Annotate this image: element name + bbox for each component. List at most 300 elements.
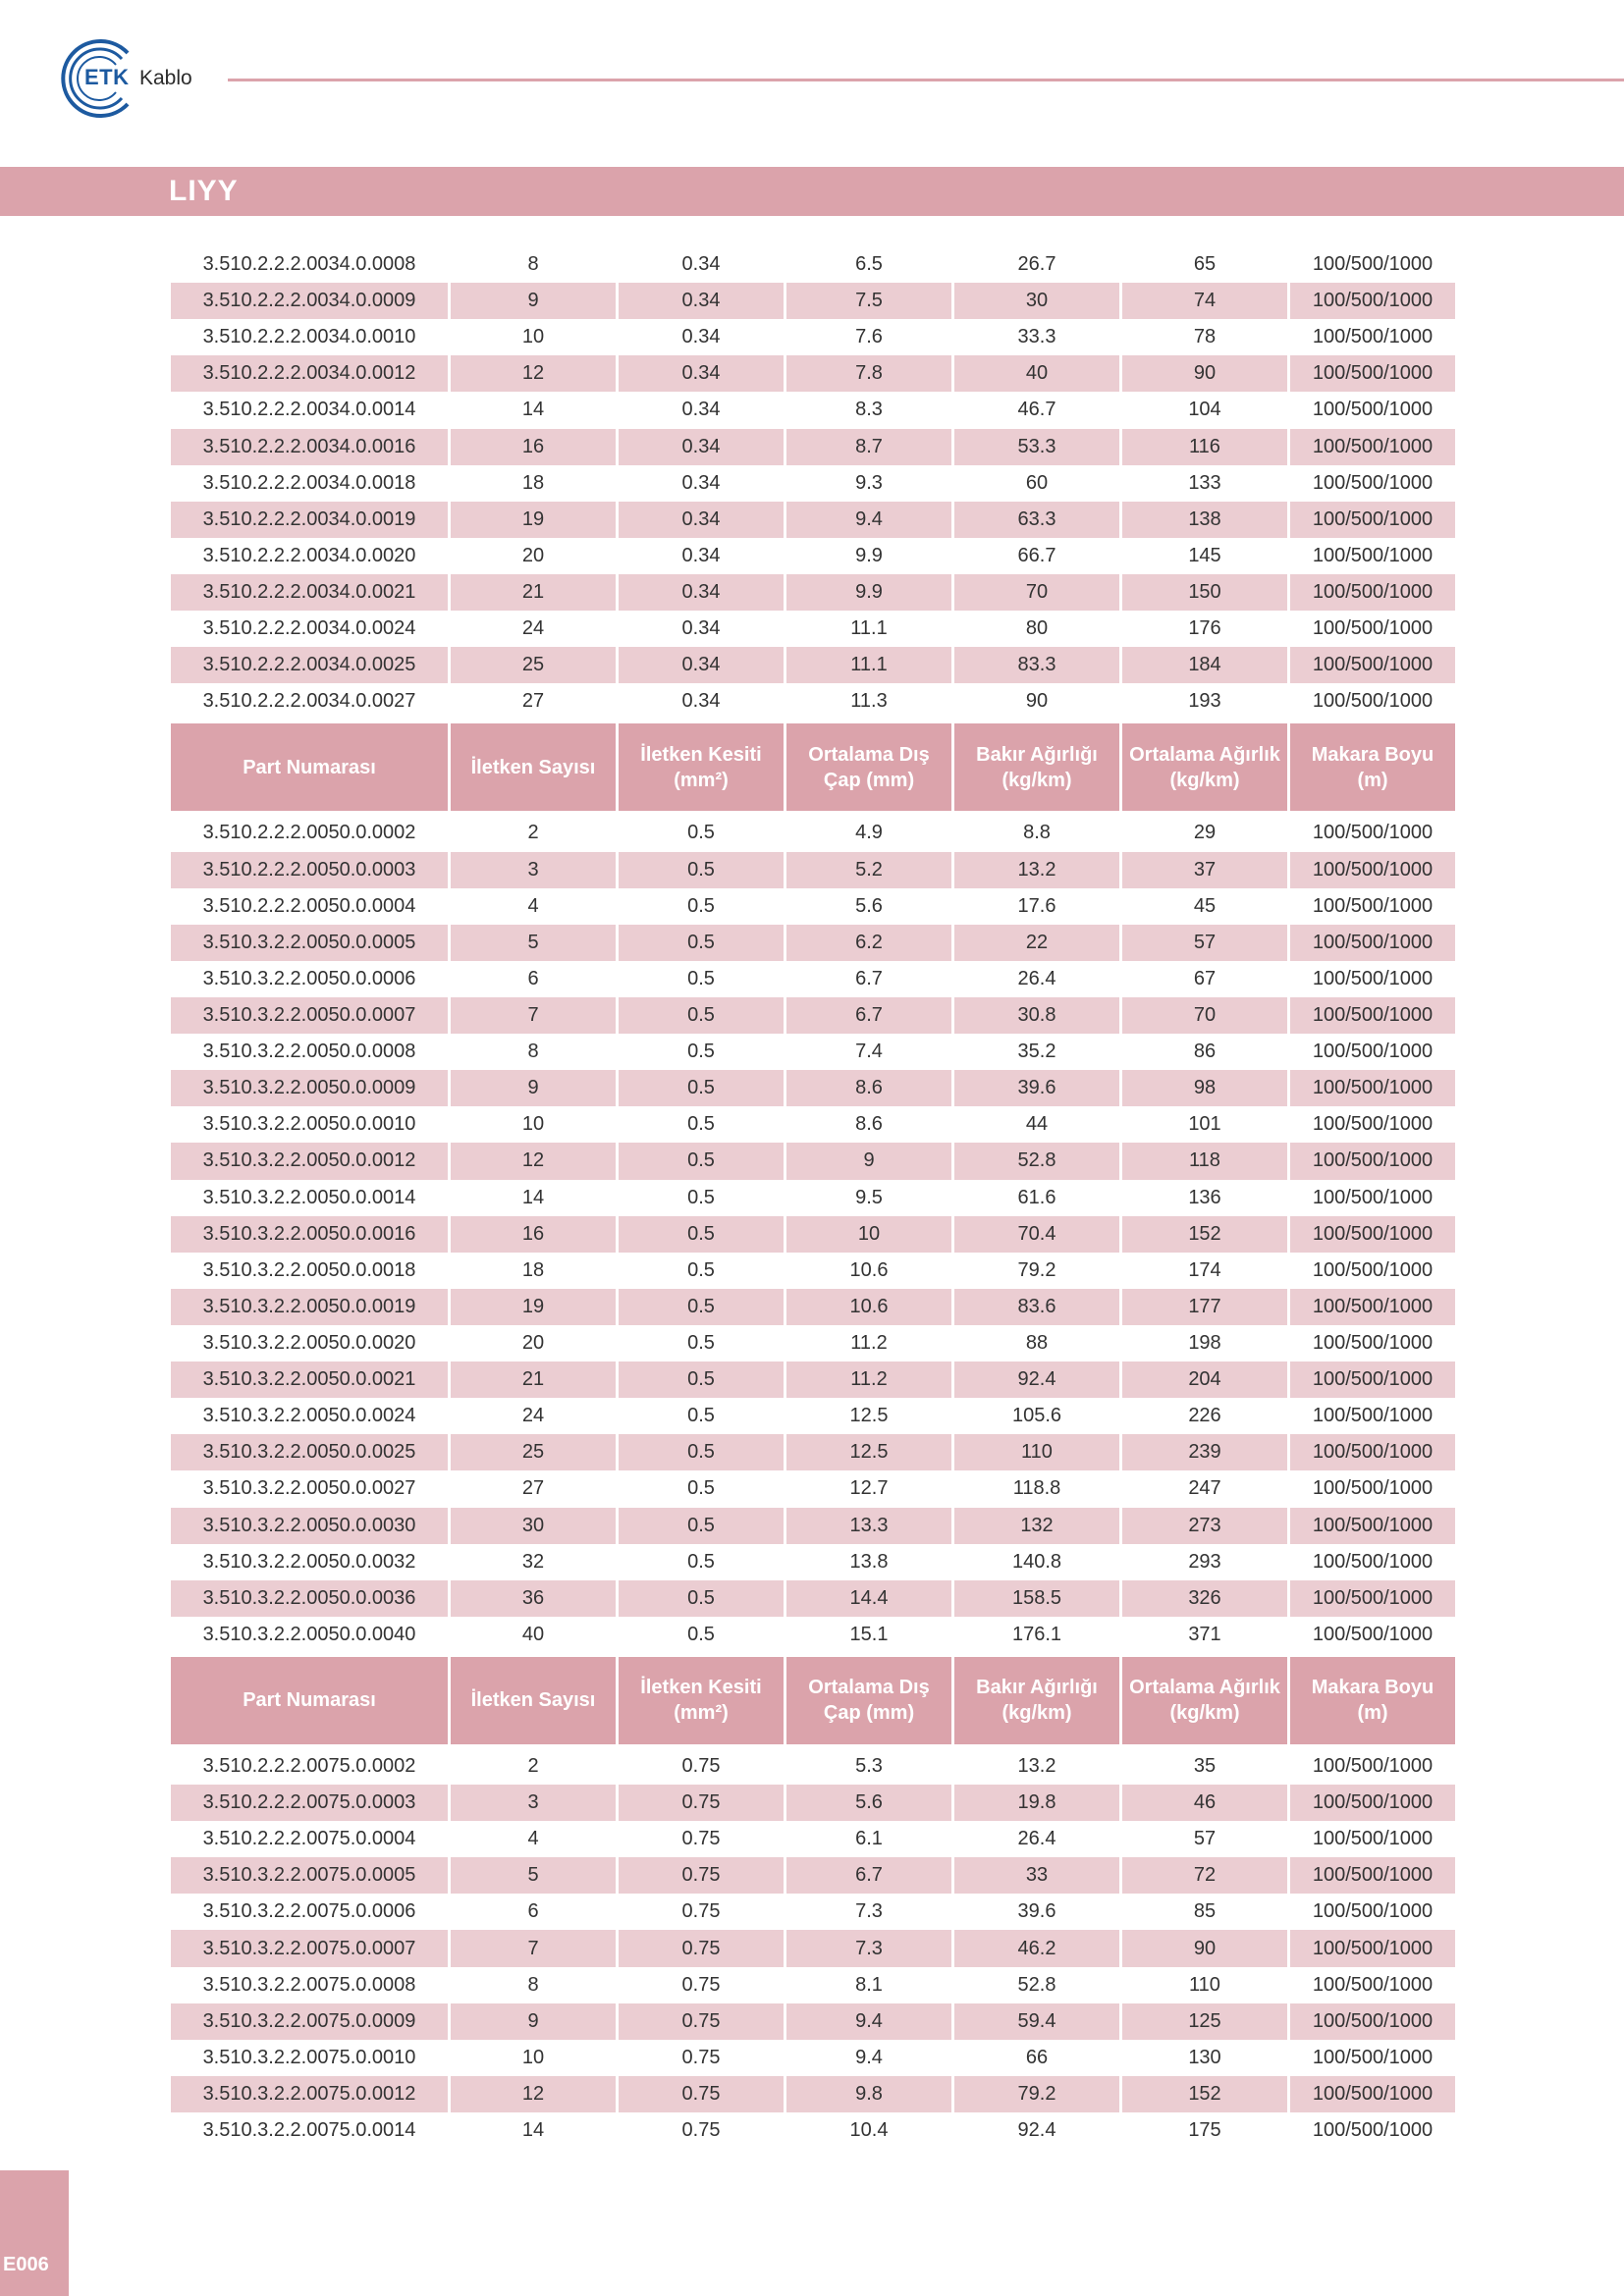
table-cell-copper: 30.8 bbox=[954, 997, 1119, 1034]
table-cell-section: 0.5 bbox=[619, 997, 784, 1034]
header-cell-reel: Makara Boyu (m) bbox=[1290, 1653, 1455, 1748]
table-cell-diameter: 9.4 bbox=[786, 502, 951, 538]
table-row bbox=[171, 1617, 1455, 1653]
table-cell-copper: 52.8 bbox=[954, 1143, 1119, 1179]
table-cell-count: 7 bbox=[451, 997, 616, 1034]
table-cell-part: 3.510.2.2.2.0034.0.0012 bbox=[171, 355, 448, 392]
table-row bbox=[171, 1894, 1455, 1930]
table-cell-section: 0.34 bbox=[681, 471, 721, 494]
table-cell-weight: 90 bbox=[1122, 1930, 1287, 1966]
table-cell-section: 0.34 bbox=[681, 326, 721, 348]
table-cell-part: 3.510.2.2.2.0034.0.0024 bbox=[202, 617, 416, 640]
table-cell-part: 3.510.2.2.2.0034.0.0008 bbox=[202, 253, 416, 276]
table-cell-copper: 79.2 bbox=[1017, 1258, 1056, 1281]
table-cell-reel: 100/500/1000 bbox=[1312, 1754, 1434, 1777]
table-row bbox=[171, 1398, 1455, 1434]
table-cell-reel: 100/500/1000 bbox=[1312, 253, 1434, 276]
cable-spec-table bbox=[168, 246, 1458, 2149]
table-cell-weight: 57 bbox=[1193, 1828, 1217, 1850]
table-cell-section: 0.75 bbox=[681, 1973, 721, 1996]
table-cell-diameter: 7.5 bbox=[786, 283, 951, 319]
table-cell-weight: 138 bbox=[1122, 502, 1287, 538]
table-cell-copper: 92.4 bbox=[954, 1362, 1119, 1398]
table-cell-count: 24 bbox=[521, 1405, 545, 1427]
table-cell-part: 3.510.3.2.2.0075.0.0012 bbox=[171, 2076, 448, 2112]
table-cell-part: 3.510.3.2.2.0050.0.0008 bbox=[202, 1041, 416, 1063]
table-row bbox=[171, 1930, 1455, 1966]
table-cell-copper: 33 bbox=[954, 1857, 1119, 1894]
table-cell-weight: 110 bbox=[1189, 1973, 1220, 1996]
table-row bbox=[171, 1253, 1455, 1289]
table-cell-copper: 158.5 bbox=[954, 1580, 1119, 1617]
table-cell-count: 6 bbox=[527, 1900, 539, 1923]
table-cell-count: 27 bbox=[521, 1477, 545, 1500]
table-cell-section: 0.5 bbox=[687, 1258, 715, 1281]
table-cell-copper: 33.3 bbox=[1017, 326, 1056, 348]
table-cell-copper: 13.2 bbox=[1017, 1754, 1056, 1777]
table-cell-part: 3.510.3.2.2.0050.0.0027 bbox=[202, 1477, 416, 1500]
table-cell-count: 5 bbox=[451, 1857, 616, 1894]
table-row bbox=[171, 2076, 1455, 2112]
table-cell-reel: 100/500/1000 bbox=[1312, 1477, 1434, 1500]
table-cell-reel: 100/500/1000 bbox=[1312, 1258, 1434, 1281]
table-cell-count: 19 bbox=[451, 502, 616, 538]
table-row bbox=[171, 355, 1455, 392]
table-cell-weight: 86 bbox=[1193, 1041, 1217, 1063]
table-cell-copper: 70.4 bbox=[954, 1216, 1119, 1253]
table-cell-count: 3 bbox=[451, 1785, 616, 1821]
table-row bbox=[171, 1544, 1455, 1580]
table-cell-diameter: 6.7 bbox=[855, 967, 883, 989]
table-cell-reel: 100/500/1000 bbox=[1290, 1785, 1455, 1821]
table-row bbox=[171, 852, 1455, 888]
table-cell-diameter: 13.8 bbox=[849, 1550, 889, 1573]
table-cell-part: 3.510.2.2.2.0034.0.0027 bbox=[202, 690, 416, 713]
table-cell-reel: 100/500/1000 bbox=[1290, 2003, 1455, 2040]
table-cell-part: 3.510.3.2.2.0050.0.0007 bbox=[171, 997, 448, 1034]
table-cell-section: 0.75 bbox=[619, 1930, 784, 1966]
table-cell-count: 4 bbox=[527, 1828, 539, 1850]
table-cell-weight: 37 bbox=[1122, 852, 1287, 888]
table-row bbox=[171, 611, 1455, 647]
table-row bbox=[171, 1362, 1455, 1398]
header-cell-section: İletken Kesiti (mm²) bbox=[619, 1653, 784, 1748]
table-cell-diameter: 5.6 bbox=[855, 894, 883, 917]
section-title-band bbox=[0, 167, 1624, 216]
table-cell-reel: 100/500/1000 bbox=[1290, 852, 1455, 888]
table-cell-reel: 100/500/1000 bbox=[1312, 690, 1434, 713]
table-cell-diameter: 6.7 bbox=[786, 997, 951, 1034]
table-cell-section: 0.5 bbox=[619, 925, 784, 961]
table-cell-reel: 100/500/1000 bbox=[1312, 326, 1434, 348]
table-cell-reel: 100/500/1000 bbox=[1290, 1289, 1455, 1325]
table-cell-reel: 100/500/1000 bbox=[1312, 1405, 1434, 1427]
table-cell-count: 9 bbox=[451, 1070, 616, 1106]
table-cell-copper: 176.1 bbox=[1011, 1623, 1062, 1645]
table-row bbox=[171, 961, 1455, 997]
table-cell-diameter: 8.3 bbox=[855, 399, 883, 421]
table-cell-part: 3.510.3.2.2.0050.0.0010 bbox=[202, 1113, 416, 1136]
table-cell-diameter: 11.1 bbox=[786, 647, 951, 683]
table-cell-weight: 176 bbox=[1188, 617, 1221, 640]
table-cell-reel: 100/500/1000 bbox=[1312, 1041, 1434, 1063]
table-cell-weight: 67 bbox=[1193, 967, 1217, 989]
table-cell-section: 0.34 bbox=[681, 617, 721, 640]
table-cell-count: 14 bbox=[521, 399, 545, 421]
table-cell-reel: 100/500/1000 bbox=[1312, 1900, 1434, 1923]
table-cell-diameter: 11.2 bbox=[786, 1362, 951, 1398]
table-cell-part: 3.510.2.2.2.0034.0.0016 bbox=[171, 429, 448, 465]
table-row bbox=[171, 1821, 1455, 1857]
table-cell-diameter: 5.6 bbox=[786, 1785, 951, 1821]
table-row bbox=[171, 888, 1455, 925]
table-cell-count: 24 bbox=[521, 617, 545, 640]
table-row bbox=[171, 1325, 1455, 1362]
table-cell-section: 0.34 bbox=[681, 253, 721, 276]
table-row bbox=[171, 1857, 1455, 1894]
table-cell-count: 25 bbox=[451, 1434, 616, 1470]
table-cell-part: 3.510.3.2.2.0075.0.0009 bbox=[171, 2003, 448, 2040]
table-cell-reel: 100/500/1000 bbox=[1290, 502, 1455, 538]
table-cell-part: 3.510.3.2.2.0075.0.0006 bbox=[202, 1900, 416, 1923]
table-cell-diameter: 6.7 bbox=[786, 1857, 951, 1894]
table-row bbox=[171, 392, 1455, 428]
table-cell-copper: 46.7 bbox=[1017, 399, 1056, 421]
table-cell-diameter: 8.1 bbox=[855, 1973, 883, 1996]
table-cell-count: 18 bbox=[521, 471, 545, 494]
table-cell-reel: 100/500/1000 bbox=[1312, 967, 1434, 989]
table-cell-reel: 100/500/1000 bbox=[1312, 1828, 1434, 1850]
table-cell-count: 10 bbox=[521, 1113, 545, 1136]
table-cell-count: 16 bbox=[451, 429, 616, 465]
header-cell-reel: Makara Boyu (m) bbox=[1290, 720, 1455, 815]
table-cell-copper: 26.4 bbox=[1017, 967, 1056, 989]
table-row bbox=[171, 683, 1455, 720]
table-cell-section: 0.5 bbox=[687, 1477, 715, 1500]
table-cell-reel: 100/500/1000 bbox=[1312, 2046, 1434, 2068]
table-row bbox=[171, 465, 1455, 502]
table-cell-weight: 74 bbox=[1122, 283, 1287, 319]
table-cell-copper: 44 bbox=[1025, 1113, 1049, 1136]
table-cell-copper: 105.6 bbox=[1011, 1405, 1062, 1427]
table-row bbox=[171, 1034, 1455, 1070]
table-cell-part: 3.510.2.2.2.0034.0.0025 bbox=[171, 647, 448, 683]
table-cell-reel: 100/500/1000 bbox=[1290, 1362, 1455, 1398]
table-row bbox=[171, 647, 1455, 683]
table-cell-weight: 136 bbox=[1188, 1186, 1221, 1208]
table-cell-copper: 140.8 bbox=[1011, 1550, 1062, 1573]
table-cell-count: 14 bbox=[521, 1186, 545, 1208]
table-row bbox=[171, 574, 1455, 611]
table-cell-part: 3.510.2.2.2.0034.0.0021 bbox=[171, 574, 448, 611]
table-cell-reel: 100/500/1000 bbox=[1312, 894, 1434, 917]
table-cell-copper: 66 bbox=[1025, 2046, 1049, 2068]
table-cell-weight: 78 bbox=[1193, 326, 1217, 348]
table-cell-weight: 57 bbox=[1122, 925, 1287, 961]
table-cell-diameter: 7.4 bbox=[855, 1041, 883, 1063]
table-cell-weight: 35 bbox=[1193, 1754, 1217, 1777]
table-cell-count: 19 bbox=[451, 1289, 616, 1325]
table-cell-section: 0.5 bbox=[619, 1070, 784, 1106]
table-cell-diameter: 7.3 bbox=[786, 1930, 951, 1966]
table-cell-part: 3.510.3.2.2.0050.0.0016 bbox=[171, 1216, 448, 1253]
table-cell-weight: 184 bbox=[1122, 647, 1287, 683]
table-cell-diameter: 13.3 bbox=[786, 1508, 951, 1544]
table-cell-count: 4 bbox=[527, 894, 539, 917]
table-cell-section: 0.5 bbox=[619, 852, 784, 888]
table-cell-weight: 133 bbox=[1188, 471, 1221, 494]
table-cell-weight: 125 bbox=[1122, 2003, 1287, 2040]
table-cell-count: 12 bbox=[451, 355, 616, 392]
table-cell-part: 3.510.2.2.2.0075.0.0003 bbox=[171, 1785, 448, 1821]
table-cell-count: 2 bbox=[527, 1754, 539, 1777]
table-cell-copper: 66.7 bbox=[1017, 544, 1056, 566]
table-cell-section: 0.34 bbox=[619, 574, 784, 611]
table-cell-section: 0.5 bbox=[687, 1041, 715, 1063]
table-cell-weight: 371 bbox=[1188, 1623, 1221, 1645]
table-cell-section: 0.5 bbox=[619, 1362, 784, 1398]
table-cell-copper: 92.4 bbox=[1017, 2119, 1056, 2142]
table-cell-reel: 100/500/1000 bbox=[1290, 925, 1455, 961]
table-cell-reel: 100/500/1000 bbox=[1312, 471, 1434, 494]
table-cell-section: 0.5 bbox=[619, 1434, 784, 1470]
table-cell-copper: 52.8 bbox=[1017, 1973, 1056, 1996]
table-header-row bbox=[171, 720, 1455, 815]
table-row bbox=[171, 429, 1455, 465]
table-cell-weight: 46 bbox=[1122, 1785, 1287, 1821]
header-cell-count: İletken Sayısı bbox=[451, 720, 616, 815]
table-cell-part: 3.510.3.2.2.0050.0.0020 bbox=[202, 1332, 416, 1354]
header-cell-diameter: Ortalama Dış Çap (mm) bbox=[786, 1653, 951, 1748]
table-cell-part: 3.510.2.2.2.0050.0.0004 bbox=[202, 894, 416, 917]
table-cell-copper: 22 bbox=[954, 925, 1119, 961]
table-cell-reel: 100/500/1000 bbox=[1312, 617, 1434, 640]
table-cell-weight: 326 bbox=[1122, 1580, 1287, 1617]
table-cell-section: 0.5 bbox=[687, 1113, 715, 1136]
table-cell-part: 3.510.3.2.2.0075.0.0014 bbox=[202, 2119, 416, 2142]
table-cell-diameter: 5.3 bbox=[855, 1754, 883, 1777]
table-cell-weight: 65 bbox=[1193, 253, 1217, 276]
table-cell-count: 25 bbox=[451, 647, 616, 683]
table-cell-part: 3.510.3.2.2.0050.0.0030 bbox=[171, 1508, 448, 1544]
table-row bbox=[171, 925, 1455, 961]
table-cell-section: 0.5 bbox=[687, 1550, 715, 1573]
table-row bbox=[171, 1106, 1455, 1143]
table-cell-weight: 101 bbox=[1188, 1113, 1221, 1136]
table-cell-copper: 39.6 bbox=[1017, 1900, 1056, 1923]
table-cell-copper: 53.3 bbox=[954, 429, 1119, 465]
table-cell-reel: 100/500/1000 bbox=[1290, 283, 1455, 319]
table-cell-diameter: 9.3 bbox=[855, 471, 883, 494]
table-cell-count: 21 bbox=[451, 574, 616, 611]
table-cell-copper: 39.6 bbox=[954, 1070, 1119, 1106]
table-cell-count: 5 bbox=[451, 925, 616, 961]
table-cell-weight: 150 bbox=[1122, 574, 1287, 611]
table-cell-diameter: 9.4 bbox=[855, 2046, 883, 2068]
table-cell-section: 0.75 bbox=[681, 1900, 721, 1923]
table-cell-count: 27 bbox=[521, 690, 545, 713]
table-cell-diameter: 11.1 bbox=[850, 617, 888, 640]
table-cell-diameter: 5.2 bbox=[786, 852, 951, 888]
table-cell-section: 0.34 bbox=[681, 399, 721, 421]
table-cell-part: 3.510.3.2.2.0050.0.0025 bbox=[171, 1434, 448, 1470]
table-cell-reel: 100/500/1000 bbox=[1312, 1332, 1434, 1354]
header-cell-part: Part Numarası bbox=[171, 720, 448, 815]
table-cell-diameter: 6.5 bbox=[855, 253, 883, 276]
table-cell-count: 36 bbox=[451, 1580, 616, 1617]
table-cell-part: 3.510.2.2.2.0034.0.0010 bbox=[202, 326, 416, 348]
table-cell-diameter: 14.4 bbox=[786, 1580, 951, 1617]
table-cell-section: 0.75 bbox=[681, 1828, 721, 1850]
table-cell-reel: 100/500/1000 bbox=[1312, 1550, 1434, 1573]
company-logo bbox=[51, 35, 208, 124]
table-row bbox=[171, 1470, 1455, 1507]
table-cell-count: 20 bbox=[521, 1332, 545, 1354]
table-cell-diameter: 6.2 bbox=[786, 925, 951, 961]
table-cell-reel: 100/500/1000 bbox=[1290, 429, 1455, 465]
table-cell-weight: 118 bbox=[1122, 1143, 1287, 1179]
table-cell-count: 8 bbox=[527, 253, 539, 276]
table-cell-section: 0.34 bbox=[619, 429, 784, 465]
table-cell-part: 3.510.2.2.2.0034.0.0020 bbox=[202, 544, 416, 566]
table-cell-reel: 100/500/1000 bbox=[1290, 2076, 1455, 2112]
table-cell-diameter: 10.4 bbox=[849, 2119, 889, 2142]
table-cell-section: 0.34 bbox=[619, 502, 784, 538]
table-cell-section: 0.5 bbox=[619, 1216, 784, 1253]
table-cell-reel: 100/500/1000 bbox=[1312, 2119, 1434, 2142]
table-cell-copper: 110 bbox=[954, 1434, 1119, 1470]
table-cell-count: 16 bbox=[451, 1216, 616, 1253]
table-cell-diameter: 9.4 bbox=[786, 2003, 951, 2040]
table-cell-diameter: 9.5 bbox=[855, 1186, 883, 1208]
table-cell-diameter: 12.5 bbox=[849, 1405, 889, 1427]
table-row bbox=[171, 1434, 1455, 1470]
table-cell-reel: 100/500/1000 bbox=[1290, 1070, 1455, 1106]
header-cell-section: İletken Kesiti (mm²) bbox=[619, 720, 784, 815]
table-cell-part: 3.510.3.2.2.0075.0.0010 bbox=[202, 2046, 416, 2068]
table-cell-section: 0.75 bbox=[619, 1785, 784, 1821]
table-cell-copper: 83.6 bbox=[954, 1289, 1119, 1325]
logo-brand-primary: ETK bbox=[84, 65, 130, 89]
table-row bbox=[171, 246, 1455, 283]
header-cell-copper: Bakır Ağırlığı (kg/km) bbox=[954, 1653, 1119, 1748]
table-cell-section: 0.5 bbox=[619, 1508, 784, 1544]
table-cell-diameter: 7.3 bbox=[855, 1900, 883, 1923]
table-cell-section: 0.5 bbox=[619, 1580, 784, 1617]
table-cell-reel: 100/500/1000 bbox=[1312, 544, 1434, 566]
table-cell-reel: 100/500/1000 bbox=[1290, 997, 1455, 1034]
table-cell-count: 20 bbox=[521, 544, 545, 566]
table-cell-part: 3.510.2.2.2.0075.0.0002 bbox=[202, 1754, 416, 1777]
table-cell-reel: 100/500/1000 bbox=[1290, 647, 1455, 683]
table-cell-section: 0.75 bbox=[681, 2046, 721, 2068]
table-cell-weight: 204 bbox=[1122, 1362, 1287, 1398]
table-cell-copper: 59.4 bbox=[954, 2003, 1119, 2040]
table-cell-copper: 61.6 bbox=[1017, 1186, 1056, 1208]
table-cell-reel: 100/500/1000 bbox=[1290, 1216, 1455, 1253]
table-cell-reel: 100/500/1000 bbox=[1290, 574, 1455, 611]
table-cell-section: 0.5 bbox=[687, 967, 715, 989]
table-cell-section: 0.34 bbox=[619, 647, 784, 683]
table-cell-section: 0.5 bbox=[687, 1186, 715, 1208]
table-cell-diameter: 4.9 bbox=[855, 822, 883, 844]
table-cell-weight: 152 bbox=[1122, 2076, 1287, 2112]
table-cell-count: 30 bbox=[451, 1508, 616, 1544]
table-cell-copper: 26.7 bbox=[1017, 253, 1056, 276]
table-cell-weight: 273 bbox=[1122, 1508, 1287, 1544]
table-cell-reel: 100/500/1000 bbox=[1312, 1113, 1434, 1136]
table-cell-reel: 100/500/1000 bbox=[1290, 1434, 1455, 1470]
table-cell-reel: 100/500/1000 bbox=[1290, 1508, 1455, 1544]
table-cell-part: 3.510.2.2.2.0075.0.0004 bbox=[202, 1828, 416, 1850]
table-row bbox=[171, 1508, 1455, 1544]
table-cell-diameter: 9.9 bbox=[855, 544, 883, 566]
table-row bbox=[171, 502, 1455, 538]
table-cell-section: 0.75 bbox=[619, 1857, 784, 1894]
table-cell-weight: 98 bbox=[1122, 1070, 1287, 1106]
table-cell-reel: 100/500/1000 bbox=[1290, 1580, 1455, 1617]
table-cell-copper: 80 bbox=[1025, 617, 1049, 640]
table-cell-copper: 40 bbox=[954, 355, 1119, 392]
table-cell-count: 8 bbox=[527, 1973, 539, 1996]
table-cell-part: 3.510.3.2.2.0050.0.0036 bbox=[171, 1580, 448, 1617]
table-cell-part: 3.510.2.2.2.0034.0.0018 bbox=[202, 471, 416, 494]
table-cell-reel: 100/500/1000 bbox=[1312, 399, 1434, 421]
table-cell-part: 3.510.3.2.2.0075.0.0007 bbox=[171, 1930, 448, 1966]
table-cell-diameter: 10.6 bbox=[786, 1289, 951, 1325]
table-cell-section: 0.34 bbox=[619, 283, 784, 319]
table-cell-count: 12 bbox=[451, 2076, 616, 2112]
table-row bbox=[171, 1580, 1455, 1617]
table-cell-copper: 83.3 bbox=[954, 647, 1119, 683]
table-cell-diameter: 9.9 bbox=[786, 574, 951, 611]
header-rule bbox=[228, 79, 1624, 81]
table-cell-copper: 13.2 bbox=[954, 852, 1119, 888]
table-cell-copper: 30 bbox=[954, 283, 1119, 319]
table-cell-count: 8 bbox=[527, 1041, 539, 1063]
table-cell-section: 0.34 bbox=[681, 690, 721, 713]
header-cell-weight: Ortalama Ağırlık (kg/km) bbox=[1122, 720, 1287, 815]
header-cell-count: İletken Sayısı bbox=[451, 1653, 616, 1748]
table-cell-diameter: 9 bbox=[786, 1143, 951, 1179]
table-cell-section: 0.75 bbox=[619, 2003, 784, 2040]
table-cell-diameter: 6.1 bbox=[855, 1828, 883, 1850]
table-cell-part: 3.510.2.2.2.0050.0.0002 bbox=[202, 822, 416, 844]
table-cell-part: 3.510.3.2.2.0050.0.0040 bbox=[202, 1623, 416, 1645]
table-cell-weight: 72 bbox=[1122, 1857, 1287, 1894]
table-cell-count: 21 bbox=[451, 1362, 616, 1398]
table-cell-copper: 46.2 bbox=[954, 1930, 1119, 1966]
table-cell-reel: 100/500/1000 bbox=[1290, 1930, 1455, 1966]
table-cell-weight: 90 bbox=[1122, 355, 1287, 392]
table-cell-diameter: 8.6 bbox=[786, 1070, 951, 1106]
table-cell-count: 3 bbox=[451, 852, 616, 888]
table-row bbox=[171, 2112, 1455, 2149]
table-cell-count: 9 bbox=[451, 2003, 616, 2040]
table-cell-weight: 193 bbox=[1188, 690, 1221, 713]
table-cell-diameter: 12.7 bbox=[849, 1477, 889, 1500]
table-cell-copper: 8.8 bbox=[1023, 822, 1051, 844]
table-row bbox=[171, 1748, 1455, 1785]
table-cell-copper: 118.8 bbox=[1012, 1477, 1061, 1500]
table-cell-part: 3.510.3.2.2.0050.0.0014 bbox=[202, 1186, 416, 1208]
table-cell-copper: 35.2 bbox=[1017, 1041, 1056, 1063]
table-cell-weight: 175 bbox=[1188, 2119, 1221, 2142]
table-cell-reel: 100/500/1000 bbox=[1312, 1186, 1434, 1208]
table-cell-part: 3.510.3.2.2.0050.0.0032 bbox=[202, 1550, 416, 1573]
table-cell-count: 7 bbox=[451, 1930, 616, 1966]
section-title: LIYY bbox=[169, 175, 239, 207]
